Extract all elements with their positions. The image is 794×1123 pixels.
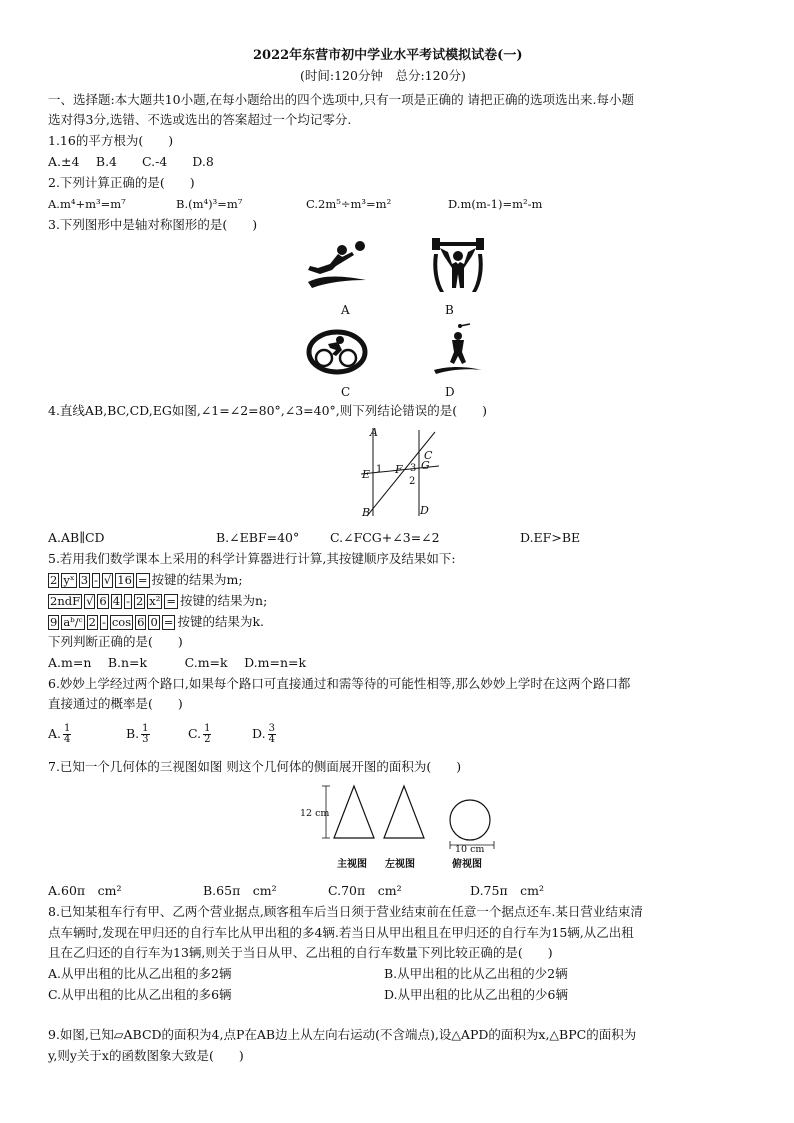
q3-label-a: A	[341, 303, 350, 317]
q5-row2	[48, 593, 267, 609]
q7-option-c: C.70π cm²	[328, 883, 402, 898]
q3-label-b: B	[445, 303, 454, 317]
q7-option-d: D.75π cm²	[470, 883, 545, 898]
q3-label-d: D	[445, 385, 455, 399]
q4-label-G: G	[421, 459, 430, 472]
key-2: 2	[135, 594, 144, 608]
key-6: 6	[137, 615, 145, 629]
key-equals: =	[163, 615, 174, 629]
key-equals: =	[166, 594, 177, 608]
key-3: 3	[80, 573, 89, 587]
q4-label-A: A	[370, 426, 378, 439]
denominator: 4	[268, 734, 275, 745]
exam-subtitle: (时间:120分钟 总分:120分)	[300, 68, 466, 83]
q4-label-D: D	[420, 504, 429, 517]
q5-row1	[48, 572, 243, 588]
q4-label-B: B	[362, 506, 371, 519]
q7-height-label: 12 cm	[300, 808, 330, 819]
q6-option-c	[188, 724, 211, 745]
key-2: 2	[50, 573, 58, 587]
q8-option-b: B.从甲出租的比从乙出租的少2辆	[384, 966, 568, 981]
q8-option-d: D.从甲出租的比从乙出租的少6辆	[384, 987, 569, 1002]
q7-side-view-label: 左视图	[385, 859, 415, 870]
golfer-icon	[430, 322, 486, 378]
key-6: 6	[99, 594, 107, 608]
key-minus: -	[126, 594, 130, 608]
q2-option-a: A.m⁴+m³=m⁷	[48, 197, 126, 211]
q5-options: A.m=n B.n=k C.m=k D.m=n=k	[48, 655, 307, 670]
q2-option-b: B.(m⁴)³=m⁷	[176, 197, 243, 211]
q6-option-a-label: A.	[48, 726, 62, 741]
q1-stem: 1.16的平方根为( )	[48, 133, 174, 148]
q5-row3	[48, 614, 264, 630]
q3-label-c: C	[341, 385, 351, 399]
numerator: 1	[204, 723, 211, 734]
q6-option-a	[48, 724, 71, 745]
q6-option-c-label: C.	[188, 726, 202, 741]
q5-stem: 5.若用我们数学课本上采用的科学计算器进行计算,其按键顺序及结果如下:	[48, 551, 456, 566]
q4-angle-3: 3	[410, 463, 417, 474]
page-title: 2022年东营市初中学业水平考试模拟试卷(一)	[253, 48, 523, 63]
q2-option-d: D.m(m-1)=m²-m	[448, 197, 543, 211]
q6-line1: 6.妙妙上学经过两个路口,如果每个路口可直接通过和需等待的可能性相等,那么妙妙上学时在这两个路口都	[48, 676, 631, 691]
q4-label-F: F	[395, 463, 403, 476]
key-sqrt: √	[86, 594, 94, 608]
q4-label-C: C	[424, 449, 433, 462]
q9-line2: y,则y关于x的函数图象大致是( )	[48, 1048, 244, 1063]
q5-row1-text: 按键的结果为m;	[151, 572, 243, 587]
numerator: 3	[268, 723, 275, 734]
key-power: yˣ	[63, 573, 75, 587]
q7-top-view-label: 俯视图	[452, 859, 482, 870]
q6-option-a-fraction	[63, 724, 71, 745]
q6-option-b-label: B.	[126, 726, 140, 741]
q4-option-d: D.EF>BE	[520, 530, 581, 545]
key-0: 0	[150, 615, 158, 629]
q5-row2-text: 按键的结果为n;	[180, 593, 268, 608]
q7-option-b: B.65π cm²	[203, 883, 277, 898]
key-fraction: aᵇ/ᶜ	[63, 615, 83, 629]
q6-option-d-fraction	[268, 724, 276, 745]
key-2: 2	[88, 615, 96, 629]
key-9: 9	[50, 615, 58, 629]
key-2ndf: 2ndF	[50, 594, 81, 608]
q7-stem: 7.已知一个几何体的三视图如图 则这个几何体的侧面展开图的面积为( )	[48, 759, 462, 774]
key-minus: -	[94, 573, 98, 587]
denominator: 3	[142, 734, 149, 745]
key-16: 16	[117, 573, 132, 587]
q6-option-d	[252, 724, 276, 745]
denominator: 2	[204, 734, 211, 745]
q8-option-a: A.从甲出租的比从乙出租的多2辆	[48, 966, 232, 981]
q3-stem: 3.下列图形中是轴对称图形的是( )	[48, 217, 258, 232]
section-intro-line2: 选对得3分,选错、不选或选出的答案超过一个均记零分.	[48, 112, 352, 127]
key-square: x²	[149, 594, 161, 608]
q2-option-c: C.2m⁵÷m³=m²	[306, 197, 392, 211]
q6-option-b	[126, 724, 150, 745]
q6-line2: 直接通过的概率是( )	[48, 696, 183, 711]
q4-option-c: C.∠FCG+∠3=∠2	[330, 530, 440, 545]
q7-front-view-label: 主视图	[337, 859, 367, 870]
q7-diameter-label: 10 cm	[455, 844, 485, 855]
q4-label-E: E	[362, 468, 371, 481]
key-4: 4	[112, 594, 121, 608]
cyclist-icon	[306, 326, 368, 376]
q9-line1: 9.如图,已知▱ABCD的面积为4,点P在AB边上从左向右运动(不含端点),设△APD的面积为x,△BPC的面积为	[48, 1027, 637, 1042]
key-equals: =	[137, 573, 148, 587]
q4-angle-1: 1	[376, 464, 383, 475]
q5-row3-text: 按键的结果为k.	[177, 614, 264, 629]
volleyball-player-icon	[304, 238, 374, 293]
q8-line1: 8.已知某租车行有甲、乙两个营业据点,顾客租车后当日须于营业结束前在任意一个据点还车.某日营业结束清	[48, 904, 643, 919]
key-cos: cos	[111, 615, 132, 629]
q8-option-c: C.从甲出租的比从乙出租的多6辆	[48, 987, 232, 1002]
key-sqrt: √	[103, 573, 112, 587]
q6-option-b-fraction	[141, 724, 149, 745]
q7-option-a: A.60π cm²	[48, 883, 122, 898]
section-intro-line1: 一、选择题:本大题共10小题,在每小题给出的四个选项中,只有一项是正确的 请把正确的选项选出来.每小题	[48, 92, 635, 107]
q4-angle-2: 2	[409, 476, 416, 487]
q8-line3: 且在乙归还的自行车为13辆,则关于当日从甲、乙出租的自行车数量下列比较正确的是( )	[48, 945, 553, 960]
numerator: 1	[142, 723, 149, 734]
q5-judge: 下列判断正确的是( )	[48, 634, 183, 649]
key-minus: -	[101, 615, 106, 629]
q4-option-a: A.AB∥CD	[48, 530, 105, 545]
q6-option-c-fraction	[203, 724, 211, 745]
q2-stem: 2.下列计算正确的是( )	[48, 175, 195, 190]
weightlifter-icon	[428, 238, 488, 296]
q8-line2: 点车辆时,发现在甲归还的自行车比从甲出租的多4辆.若当日从甲出租且在甲归还的自行车为15辆,从乙出租	[48, 925, 634, 940]
q4-option-b: B.∠EBF=40°	[216, 530, 300, 545]
q4-stem: 4.直线AB,BC,CD,EG如图,∠1=∠2=80°,∠3=40°,则下列结论错误的是( )	[48, 403, 488, 418]
q6-option-d-label: D.	[252, 726, 266, 741]
numerator: 1	[64, 723, 71, 734]
denominator: 4	[64, 734, 71, 745]
q1-options: A.±4 B.4 C.-4 D.8	[48, 154, 214, 169]
